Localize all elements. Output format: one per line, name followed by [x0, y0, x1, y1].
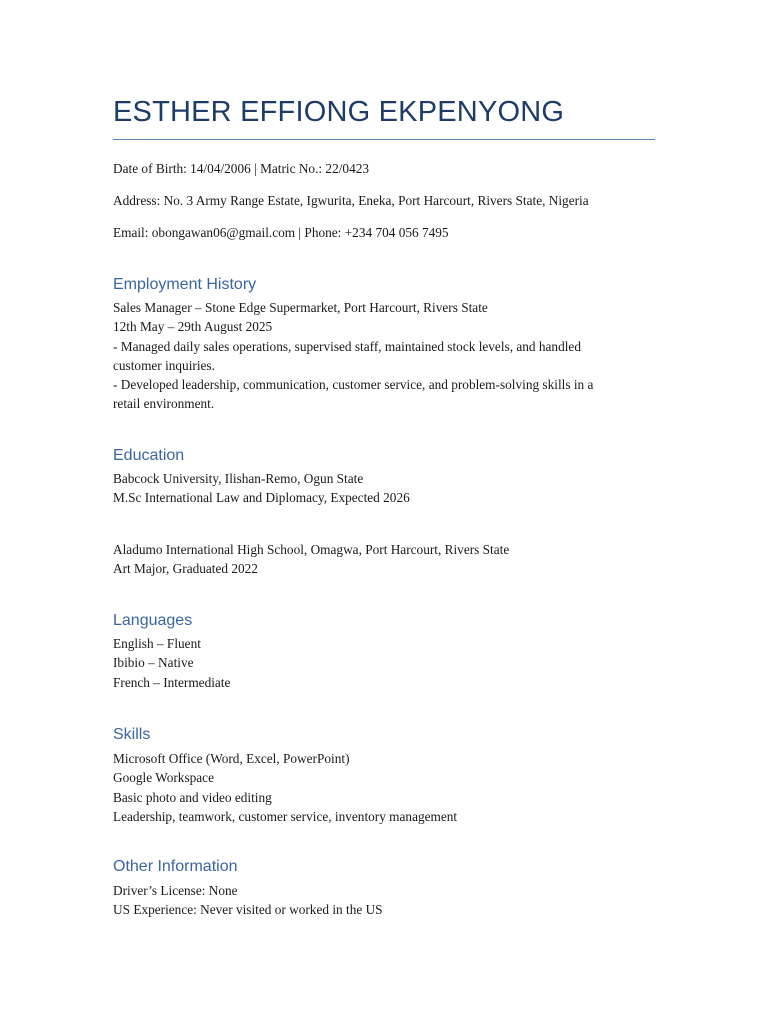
other-info-item: Driver’s License: None [113, 883, 238, 898]
education-entry-high-school [113, 540, 655, 579]
dob-matric-line: Date of Birth: 14/04/2006 | Matric No.: 22/0423 [113, 161, 370, 176]
employment-line: 12th May – 29th August 2025 [113, 319, 273, 335]
section-heading-other-information: Other Information [113, 858, 238, 875]
employment-line: - Managed daily sales operations, supervised staff, maintained stock levels, and handled [113, 338, 581, 354]
education-line: Aladumo International High School, Omagwa, Port Harcourt, Rivers State [113, 542, 510, 557]
employment-line: retail environment. [113, 396, 215, 412]
title-divider [113, 139, 655, 140]
skills-section [113, 749, 655, 826]
employment-line: customer inquiries. [113, 357, 215, 373]
languages-section [113, 634, 655, 692]
language-item: English – Fluent [113, 636, 201, 651]
section-heading-education: Education [113, 447, 185, 464]
skill-item: Leadership, teamwork, customer service, inventory management [113, 808, 458, 824]
other-information-section [113, 881, 655, 920]
skill-item: Microsoft Office (Word, Excel, PowerPoint) [113, 751, 350, 766]
section-heading-employment: Employment History [113, 276, 257, 293]
education-line: Babcock University, Ilishan-Remo, Ogun State [113, 471, 364, 486]
skill-item: Basic photo and video editing [113, 789, 272, 805]
employment-line: Sales Manager – Stone Edge Supermarket, Port Harcourt, Rivers State [113, 300, 488, 315]
language-item: French – Intermediate [113, 674, 231, 690]
address-line: Address: No. 3 Army Range Estate, Igwurita, Eneka, Port Harcourt, Rivers State, Nigeria [113, 193, 589, 208]
email-phone-line: Email: obongawan06@gmail.com | Phone: +234 704 056 7495 [113, 225, 449, 240]
resume-name: ESTHER EFFIONG EKPENYONG [113, 96, 565, 128]
employment-line: - Developed leadership, communication, customer service, and problem-solving skills in a [113, 377, 594, 393]
education-entry-university [113, 469, 655, 508]
section-heading-languages: Languages [113, 612, 193, 629]
language-item: Ibibio – Native [113, 655, 194, 671]
other-info-item: US Experience: Never visited or worked in the US [113, 902, 383, 918]
education-line: M.Sc International Law and Diplomacy, Expected 2026 [113, 490, 410, 506]
section-heading-skills: Skills [113, 726, 151, 743]
skill-item: Google Workspace [113, 770, 214, 786]
employment-section [113, 298, 655, 414]
education-line: Art Major, Graduated 2022 [113, 561, 258, 577]
